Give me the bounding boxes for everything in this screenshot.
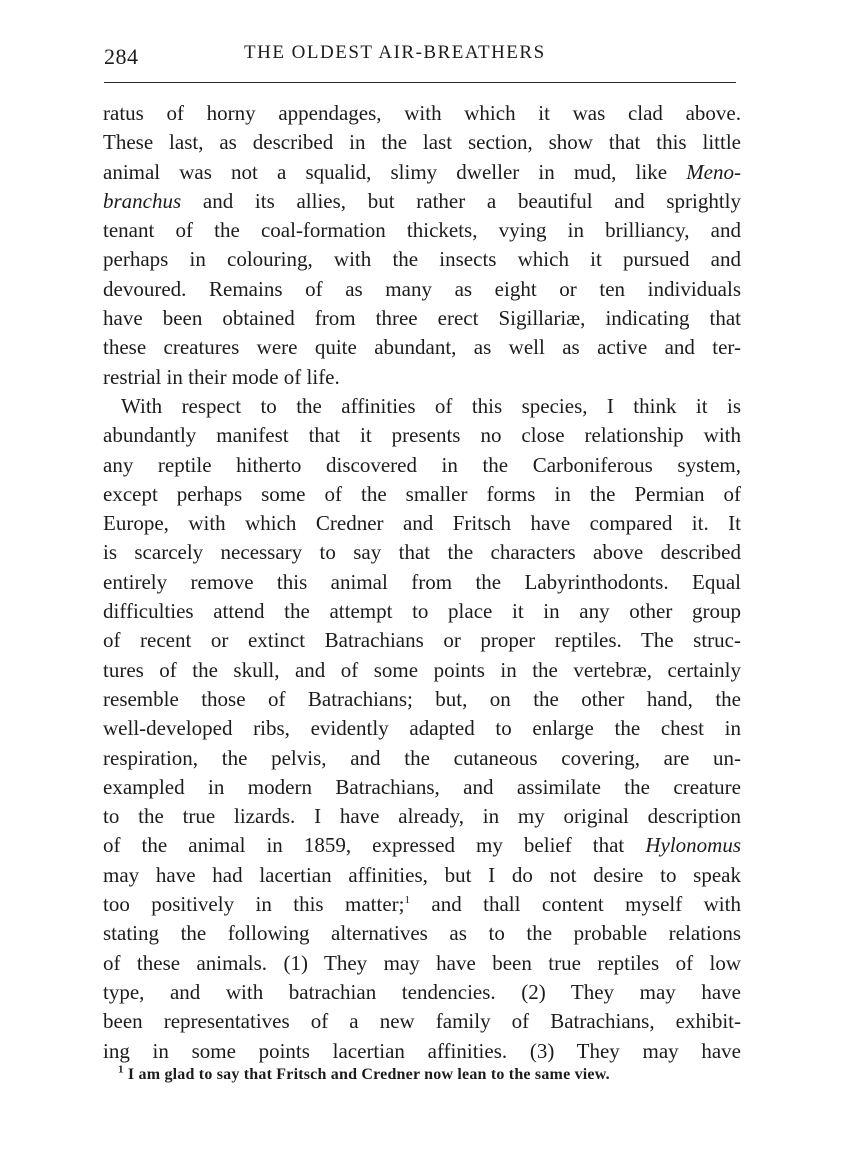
text-segment: and thall content myself with bbox=[409, 892, 741, 917]
text-line: may have had lacertian affinities, but I do not desire to speak bbox=[103, 862, 741, 887]
text-line: except perhaps some of the smaller forms in the Permian of bbox=[103, 481, 741, 506]
footnote-reference: 1 bbox=[404, 894, 410, 907]
text-line: These last, as described in the last section, show that this little bbox=[103, 130, 741, 155]
text-line: of recent or extinct Batrachians or proper reptiles. The struc- bbox=[103, 628, 741, 653]
text-segment: animal was not a squalid, slimy dweller in mud, like bbox=[103, 159, 687, 184]
text-line: devoured. Remains of as many as eight or ten individuals bbox=[103, 276, 741, 301]
italic-term: Hylonomus bbox=[645, 833, 741, 858]
text-line: respiration, the pelvis, and the cutaneous covering, are un- bbox=[103, 745, 741, 770]
text-line: ratus of horny appendages, with which it was clad above. bbox=[103, 101, 741, 125]
text-line: ing in some points lacertian affinities. (3) They may have bbox=[103, 1038, 741, 1063]
text-line: exampled in modern Batrachians, and assimilate the creature bbox=[103, 774, 741, 799]
footnote bbox=[118, 1063, 738, 1084]
text-line bbox=[103, 158, 741, 187]
page-number: 284 bbox=[104, 44, 139, 69]
italic-term-continued: branchus bbox=[103, 188, 182, 213]
text-line: tures of the skull, and of some points in the vertebræ, certainly bbox=[103, 657, 741, 682]
text-line: to the true lizards. I have already, in my original description bbox=[103, 804, 741, 829]
text-line: any reptile hitherto discovered in the Carboniferous system, bbox=[103, 452, 741, 477]
text-line: been representatives of a new family of Batrachians, exhibit- bbox=[103, 1009, 741, 1034]
text-line: difficulties attend the attempt to place it in any other group bbox=[103, 599, 741, 624]
paragraph-start-line: With respect to the affinities of this species, I think it is bbox=[121, 393, 741, 418]
text-line: is scarcely necessary to say that the characters above described bbox=[103, 540, 741, 565]
italic-term: Meno- bbox=[686, 159, 741, 184]
text-line bbox=[103, 831, 741, 860]
text-line: resemble those of Batrachians; but, on the other hand, the bbox=[103, 686, 741, 711]
text-segment: and its allies, but rather a beautiful and sprightly bbox=[181, 188, 741, 213]
text-line: stating the following alternatives as to the probable relations bbox=[103, 921, 741, 946]
text-line: entirely remove this animal from the Labyrinthodonts. Equal bbox=[103, 569, 741, 594]
page-header bbox=[104, 38, 744, 78]
text-line: perhaps in colouring, with the insects which it pursued and bbox=[103, 247, 741, 272]
header-rule bbox=[104, 82, 736, 83]
text-segment: of the animal in 1859, expressed my belief that bbox=[103, 833, 646, 858]
footnote-marker: 1 bbox=[118, 1063, 124, 1076]
body-text bbox=[103, 99, 741, 1066]
text-line: of these animals. (1) They may have been true reptiles of low bbox=[103, 950, 741, 975]
running-head: THE OLDEST AIR-BREATHERS bbox=[244, 42, 546, 63]
text-line: well-developed ribs, evidently adapted to enlarge the chest in bbox=[103, 716, 741, 741]
text-line bbox=[103, 187, 741, 216]
text-line: type, and with batrachian tendencies. (2) They may have bbox=[103, 979, 741, 1004]
footnote-text: I am glad to say that Fritsch and Credner now lean to the same view. bbox=[123, 1066, 610, 1083]
text-line: Europe, with which Credner and Fritsch have compared it. It bbox=[103, 511, 741, 536]
text-segment: too positively in this matter; bbox=[103, 892, 405, 917]
text-line: abundantly manifest that it presents no close relationship with bbox=[103, 423, 741, 448]
text-line: restrial in their mode of life. bbox=[103, 364, 340, 389]
text-line: have been obtained from three erect Sigillariæ, indicating that bbox=[103, 306, 741, 331]
text-line: these creatures were quite abundant, as well as active and ter- bbox=[103, 335, 741, 360]
text-line bbox=[103, 890, 741, 919]
text-line: tenant of the coal-formation thickets, vying in brilliancy, and bbox=[103, 218, 741, 243]
